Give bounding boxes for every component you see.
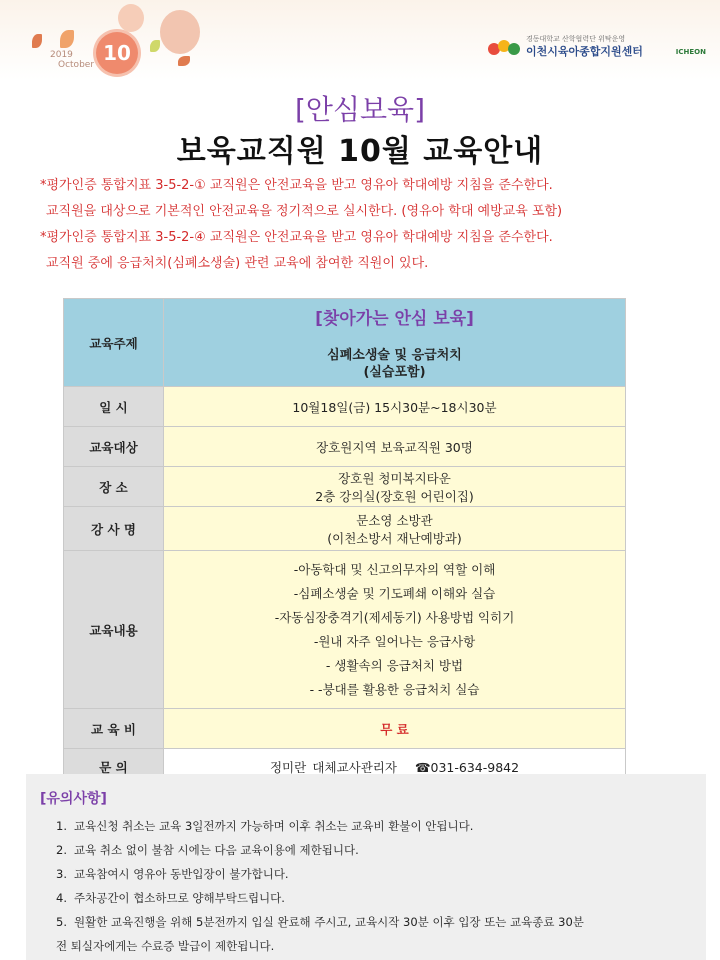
- content-row: [64, 551, 626, 709]
- caution-item: 1. 교육신청 취소는 교육 3일전까지 가능하며 이후 취소는 교육비 환불이 안됩니다.: [56, 819, 474, 833]
- logo-city-text: ICHEON: [675, 48, 706, 56]
- cautions-title: [유의사항]: [40, 791, 107, 807]
- month-text: October: [58, 60, 95, 70]
- logo-sub-text: 경동대학교 산학협력단 위탁운영: [526, 35, 626, 43]
- note-line: *평가인증 통합지표 3-5-2-④ 교직원은 안전교육을 받고 영유아 학대예방 지침을 준수한다.: [40, 230, 553, 245]
- leaf-decoration: [150, 40, 160, 52]
- page-title: 보육교직원 10월 교육안내: [176, 134, 544, 169]
- topic-value: [164, 299, 626, 387]
- content-item: -심폐소생술 및 기도폐쇄 이해와 실습: [293, 585, 496, 601]
- logo-mark-icon: [486, 36, 522, 60]
- note-line: 교직원 중에 응급처치(심폐소생술) 관련 교육에 참여한 직원이 있다.: [46, 256, 429, 271]
- note-line: 교직원을 대상으로 기본적인 안전교육을 정기적으로 실시한다. (영유아 학대 예방교육 포함): [46, 204, 563, 219]
- caution-item: 5. 원활한 교육진행을 위해 5분전까지 입실 완료해 주시고, 교육시작 30분 이후 입장 또는 교육종료 30분: [56, 915, 584, 929]
- contact-name: 정미란_대체교사관리자: [269, 759, 397, 775]
- content-label: 교육내용: [64, 551, 164, 709]
- caution-item: 4. 주차공간이 협소하므로 양해부탁드립니다.: [56, 891, 285, 905]
- target-row: [64, 427, 626, 467]
- leaf-decoration: [160, 10, 200, 54]
- month-badge: 10: [96, 32, 138, 74]
- fee-row: [64, 709, 626, 749]
- content-item: - 생활속의 응급처치 방법: [325, 657, 464, 673]
- accreditation-notes: [40, 176, 700, 280]
- education-info-table: [63, 298, 626, 785]
- leaf-decoration: [60, 30, 74, 48]
- fee-label: 교 육 비: [64, 709, 164, 749]
- cautions-list: [56, 814, 696, 958]
- place-row: [64, 467, 626, 507]
- target-label: 교육대상: [64, 427, 164, 467]
- course-title: [찾아가는 안심 보육]: [315, 309, 474, 329]
- contact-phone: ☎031-634-9842: [414, 759, 520, 775]
- title-tag: [안심보육]: [294, 93, 426, 126]
- leaf-decoration: [32, 34, 42, 48]
- place-label: 장 소: [64, 467, 164, 507]
- note-line: *평가인증 통합지표 3-5-2-① 교직원은 안전교육을 받고 영유아 학대예방 지침을 준수한다.: [40, 178, 553, 193]
- header-banner: [0, 0, 720, 80]
- caution-item: 3. 교육참여시 영유아 동반입장이 불가합니다.: [56, 867, 289, 881]
- course-subtitle: 심폐소생술 및 응급처치: [327, 348, 462, 363]
- place-value: [164, 467, 626, 507]
- lecturer-line: (이천소방서 재난예방과): [327, 530, 462, 546]
- center-logo: [486, 30, 706, 64]
- cautions-box: [26, 774, 706, 960]
- lecturer-value: [164, 507, 626, 551]
- date-label: 일 시: [64, 387, 164, 427]
- content-item: -원내 자주 일어나는 응급사항: [313, 633, 476, 649]
- caution-item: 2. 교육 취소 없이 불참 시에는 다음 교육이용에 제한됩니다.: [56, 843, 359, 857]
- lecturer-line: 문소영 소방관: [356, 512, 433, 528]
- target-value: 장호원지역 보육교직원 30명: [164, 427, 626, 467]
- leaf-decoration: [178, 56, 190, 66]
- date-row: [64, 387, 626, 427]
- date-value: 10월18일(금) 15시30분~18시30분: [164, 387, 626, 427]
- lecturer-row: [64, 507, 626, 551]
- leaf-decoration: [118, 4, 144, 32]
- content-item: -아동학대 및 신고의무자의 역할 이해: [293, 561, 496, 577]
- content-item: -자동심장충격기(제세동기) 사용방법 익히기: [274, 609, 515, 625]
- place-line: 2층 강의실(장호원 어린이집): [315, 488, 474, 504]
- contact-label: 문 의: [64, 749, 164, 785]
- caution-item-continued: 전 퇴실자에게는 수료증 발급이 제한됩니다.: [56, 939, 275, 953]
- year-text: 2019: [50, 50, 73, 60]
- lecturer-label: 강 사 명: [64, 507, 164, 551]
- topic-row: [64, 299, 626, 387]
- place-line: 장호원 청미복지타운: [338, 470, 451, 486]
- content-list: [164, 551, 626, 709]
- topic-label: 교육주제: [64, 299, 164, 387]
- fee-value: 무 료: [164, 709, 626, 749]
- course-subtitle-note: (실습포함): [363, 365, 426, 380]
- logo-main-text: 이천시육아종합지원센터: [526, 45, 643, 58]
- content-item: - -붕대를 활용한 응급처치 실습: [309, 681, 480, 697]
